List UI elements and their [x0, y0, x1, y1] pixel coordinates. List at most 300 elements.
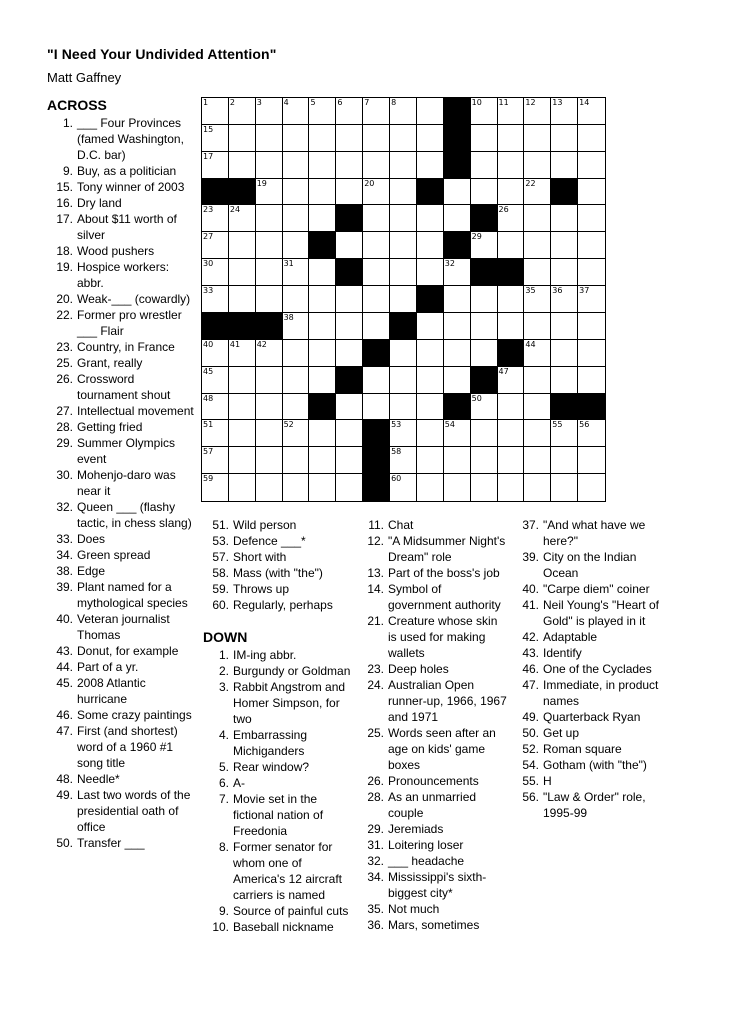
clue-text: Get up: [543, 726, 580, 740]
grid-cell[interactable]: [471, 313, 498, 340]
grid-cell[interactable]: [390, 179, 417, 206]
grid-cell[interactable]: [229, 420, 256, 447]
grid-cell[interactable]: [524, 259, 551, 286]
grid-cell[interactable]: [498, 98, 525, 125]
clue-number: 21.: [367, 614, 384, 628]
grid-cell[interactable]: [283, 152, 310, 179]
grid-cell[interactable]: [471, 125, 498, 152]
grid-cell[interactable]: [363, 152, 390, 179]
grid-cell[interactable]: [336, 125, 363, 152]
cell-number: 40: [203, 339, 214, 349]
grid-cell[interactable]: [444, 367, 471, 394]
grid-cell[interactable]: [283, 125, 310, 152]
clue-number: 41.: [522, 598, 539, 612]
clue-text: Wild person: [233, 518, 297, 532]
grid-cell[interactable]: [256, 232, 283, 259]
grid-cell[interactable]: [471, 340, 498, 367]
grid-cell[interactable]: [229, 98, 256, 125]
grid-cell[interactable]: [444, 179, 471, 206]
grid-cell[interactable]: [390, 98, 417, 125]
grid-cell[interactable]: [202, 447, 229, 474]
grid-cell[interactable]: [390, 152, 417, 179]
grid-cell[interactable]: [363, 313, 390, 340]
grid-cell[interactable]: [363, 394, 390, 421]
grid-cell[interactable]: [283, 394, 310, 421]
clue-text: Australian Open runner-up, 1966, 1967 and 1971: [388, 678, 507, 724]
clue-text: Roman square: [543, 742, 622, 756]
clue-text: Former pro wrestler ___ Flair: [77, 308, 182, 338]
grid-cell[interactable]: [390, 420, 417, 447]
clue-number: 36.: [367, 918, 384, 932]
grid-block: [444, 125, 471, 152]
grid-cell[interactable]: [256, 474, 283, 501]
grid-cell[interactable]: [444, 474, 471, 501]
grid-cell[interactable]: [363, 98, 390, 125]
grid-cell[interactable]: [363, 259, 390, 286]
grid-cell[interactable]: [202, 205, 229, 232]
clue-number: 19.: [56, 260, 73, 274]
grid-cell[interactable]: [551, 125, 578, 152]
grid-cell[interactable]: [417, 125, 444, 152]
clue-number: 34.: [56, 548, 73, 562]
clue-number: 47.: [56, 724, 73, 738]
clue-text: Creature whose skin is used for making wallets: [388, 614, 498, 660]
grid-cell[interactable]: [309, 152, 336, 179]
grid-cell[interactable]: [336, 420, 363, 447]
grid-cell[interactable]: [471, 98, 498, 125]
grid-cell[interactable]: [256, 179, 283, 206]
grid-cell[interactable]: [363, 205, 390, 232]
grid-cell[interactable]: [309, 474, 336, 501]
grid-cell[interactable]: [471, 474, 498, 501]
grid-cell[interactable]: [498, 232, 525, 259]
clue-text: Regularly, perhaps: [233, 598, 333, 612]
grid-cell[interactable]: [363, 179, 390, 206]
clue-number: 26.: [56, 372, 73, 386]
down-clue: [203, 919, 353, 935]
grid-cell[interactable]: [524, 179, 551, 206]
grid-cell[interactable]: [417, 340, 444, 367]
grid-cell[interactable]: [256, 259, 283, 286]
grid-cell[interactable]: [283, 205, 310, 232]
grid-cell[interactable]: [283, 447, 310, 474]
grid-cell[interactable]: [578, 125, 605, 152]
grid-cell[interactable]: [309, 340, 336, 367]
grid-cell[interactable]: [417, 259, 444, 286]
across-clues-column-2: [203, 517, 353, 935]
grid-block: [202, 313, 229, 340]
grid-cell[interactable]: [202, 340, 229, 367]
puzzle-title: "I Need Your Undivided Attention": [47, 46, 277, 62]
grid-cell[interactable]: [336, 474, 363, 501]
grid-cell[interactable]: [256, 340, 283, 367]
grid-cell[interactable]: [417, 367, 444, 394]
grid-cell[interactable]: [256, 125, 283, 152]
grid-block: [551, 394, 578, 421]
grid-cell[interactable]: [202, 286, 229, 313]
across-clue: [47, 787, 197, 835]
grid-cell[interactable]: [578, 447, 605, 474]
grid-cell[interactable]: [202, 125, 229, 152]
grid-cell[interactable]: [229, 125, 256, 152]
grid-cell[interactable]: [444, 340, 471, 367]
grid-cell[interactable]: [417, 394, 444, 421]
down-clue: [203, 727, 353, 759]
across-clue: [47, 195, 197, 211]
clue-text: As an unmarried couple: [388, 790, 477, 820]
across-clue: [47, 339, 197, 355]
down-clue: [358, 837, 508, 853]
cell-number: 6: [337, 98, 343, 107]
grid-cell[interactable]: [524, 367, 551, 394]
grid-cell[interactable]: [524, 394, 551, 421]
across-clue: [203, 581, 353, 597]
grid-cell[interactable]: [444, 286, 471, 313]
clue-text: Queen ___ (flashy tactic, in chess slang): [77, 500, 192, 530]
grid-cell[interactable]: [578, 259, 605, 286]
grid-cell[interactable]: [363, 232, 390, 259]
grid-cell[interactable]: [363, 286, 390, 313]
grid-cell[interactable]: [498, 152, 525, 179]
grid-cell[interactable]: [336, 152, 363, 179]
clue-number: 30.: [56, 468, 73, 482]
grid-cell[interactable]: [256, 152, 283, 179]
grid-cell[interactable]: [256, 394, 283, 421]
grid-block: [444, 152, 471, 179]
grid-cell[interactable]: [524, 205, 551, 232]
grid-cell[interactable]: [283, 474, 310, 501]
grid-cell[interactable]: [417, 420, 444, 447]
grid-cell[interactable]: [417, 474, 444, 501]
grid-block: [202, 179, 229, 206]
grid-cell[interactable]: [390, 259, 417, 286]
grid-cell[interactable]: [256, 98, 283, 125]
grid-cell[interactable]: [471, 286, 498, 313]
grid-cell[interactable]: [471, 420, 498, 447]
grid-block: [498, 259, 525, 286]
grid-block: [363, 340, 390, 367]
grid-cell[interactable]: [229, 474, 256, 501]
grid-cell[interactable]: [229, 232, 256, 259]
grid-cell[interactable]: [283, 340, 310, 367]
clue-text: Loitering loser: [388, 838, 464, 852]
cell-number: 43: [364, 339, 375, 349]
down-clue: [203, 647, 353, 663]
clue-text: Deep holes: [388, 662, 449, 676]
clue-text: Embarrassing Michiganders: [233, 728, 308, 758]
grid-cell[interactable]: [498, 125, 525, 152]
grid-cell[interactable]: [229, 340, 256, 367]
clue-text: Mass (with "the"): [233, 566, 323, 580]
clue-text: City on the Indian Ocean: [543, 550, 637, 580]
down-clue: [358, 901, 508, 917]
clue-text: Baseball nickname: [233, 920, 334, 934]
grid-cell[interactable]: [417, 152, 444, 179]
grid-cell[interactable]: [309, 447, 336, 474]
grid-cell[interactable]: [578, 313, 605, 340]
grid-cell[interactable]: [578, 286, 605, 313]
grid-cell[interactable]: [471, 394, 498, 421]
clue-number: 52.: [522, 742, 539, 756]
grid-cell[interactable]: [498, 474, 525, 501]
across-clue: [203, 533, 353, 549]
grid-cell[interactable]: [444, 313, 471, 340]
grid-cell[interactable]: [524, 152, 551, 179]
cell-number: 15: [203, 124, 214, 134]
clue-text: Rear window?: [233, 760, 310, 774]
grid-cell[interactable]: [202, 152, 229, 179]
grid-cell[interactable]: [336, 394, 363, 421]
grid-cell[interactable]: [336, 179, 363, 206]
grid-cell[interactable]: [309, 286, 336, 313]
clue-number: 31.: [367, 838, 384, 852]
grid-cell[interactable]: [256, 447, 283, 474]
grid-block: [551, 179, 578, 206]
grid-cell[interactable]: [417, 232, 444, 259]
grid-cell[interactable]: [551, 313, 578, 340]
grid-cell[interactable]: [202, 232, 229, 259]
clue-number: 50.: [56, 836, 73, 850]
grid-cell[interactable]: [256, 367, 283, 394]
grid-cell[interactable]: [309, 179, 336, 206]
clue-text: Jeremiads: [388, 822, 444, 836]
clue-number: 47.: [522, 678, 539, 692]
grid-cell[interactable]: [578, 340, 605, 367]
clue-number: 43.: [522, 646, 539, 660]
clue-text: ___ headache: [388, 854, 465, 868]
grid-cell[interactable]: [444, 205, 471, 232]
grid-cell[interactable]: [498, 179, 525, 206]
grid-cell[interactable]: [283, 367, 310, 394]
clue-text: Quarterback Ryan: [543, 710, 641, 724]
grid-cell[interactable]: [309, 420, 336, 447]
down-clue: [203, 679, 353, 727]
grid-cell[interactable]: [498, 286, 525, 313]
grid-cell[interactable]: [578, 232, 605, 259]
grid-cell[interactable]: [390, 367, 417, 394]
down-clue: [513, 741, 663, 757]
grid-cell[interactable]: [551, 98, 578, 125]
grid-cell[interactable]: [283, 313, 310, 340]
clue-number: 49.: [522, 710, 539, 724]
cell-number: 59: [203, 474, 214, 484]
grid-cell[interactable]: [336, 340, 363, 367]
clue-number: 1.: [62, 116, 73, 130]
grid-cell[interactable]: [551, 152, 578, 179]
grid-cell[interactable]: [283, 420, 310, 447]
grid-cell[interactable]: [309, 98, 336, 125]
grid-cell[interactable]: [551, 259, 578, 286]
grid-block: [363, 474, 390, 501]
grid-cell[interactable]: [551, 340, 578, 367]
grid-cell[interactable]: [390, 340, 417, 367]
grid-cell[interactable]: [524, 420, 551, 447]
grid-cell[interactable]: [390, 286, 417, 313]
cell-number: 17: [203, 151, 214, 161]
grid-cell[interactable]: [524, 232, 551, 259]
grid-cell[interactable]: [498, 313, 525, 340]
grid-cell[interactable]: [336, 447, 363, 474]
down-clue: [513, 773, 663, 789]
grid-cell[interactable]: [551, 205, 578, 232]
grid-cell[interactable]: [256, 420, 283, 447]
grid-cell[interactable]: [283, 179, 310, 206]
grid-cell[interactable]: [390, 394, 417, 421]
grid-cell[interactable]: [551, 286, 578, 313]
cell-number: 19: [256, 178, 267, 188]
grid-cell[interactable]: [256, 286, 283, 313]
clue-text: IM-ing abbr.: [233, 648, 297, 662]
down-clue: [358, 725, 508, 773]
across-clue: [47, 291, 197, 307]
grid-cell[interactable]: [363, 125, 390, 152]
grid-cell[interactable]: [444, 259, 471, 286]
grid-cell[interactable]: [283, 286, 310, 313]
clue-text: "And what have we here?": [543, 518, 646, 548]
clue-number: 4.: [218, 728, 229, 742]
grid-cell[interactable]: [498, 447, 525, 474]
down-clue: [203, 663, 353, 679]
cell-number: 36: [552, 286, 563, 296]
grid-cell[interactable]: [578, 179, 605, 206]
grid-cell[interactable]: [309, 205, 336, 232]
grid-cell[interactable]: [524, 340, 551, 367]
grid-cell[interactable]: [551, 232, 578, 259]
grid-cell[interactable]: [578, 420, 605, 447]
grid-cell[interactable]: [336, 232, 363, 259]
grid-cell[interactable]: [498, 420, 525, 447]
grid-cell[interactable]: [551, 447, 578, 474]
grid-cell[interactable]: [390, 474, 417, 501]
grid-cell[interactable]: [283, 98, 310, 125]
grid-cell[interactable]: [202, 394, 229, 421]
down-clue: [358, 517, 508, 533]
grid-cell[interactable]: [551, 420, 578, 447]
grid-block: [229, 179, 256, 206]
across-clue: [203, 549, 353, 565]
grid-block: [578, 394, 605, 421]
grid-cell[interactable]: [363, 367, 390, 394]
grid-cell[interactable]: [309, 259, 336, 286]
grid-cell[interactable]: [498, 205, 525, 232]
grid-cell[interactable]: [417, 205, 444, 232]
cell-number: 34: [417, 286, 429, 296]
grid-cell[interactable]: [390, 125, 417, 152]
down-clue: [358, 565, 508, 581]
grid-cell[interactable]: [309, 367, 336, 394]
grid-cell[interactable]: [471, 232, 498, 259]
grid-cell[interactable]: [417, 313, 444, 340]
grid-cell[interactable]: [229, 286, 256, 313]
grid-cell[interactable]: [309, 313, 336, 340]
grid-block: [498, 340, 525, 367]
grid-cell[interactable]: [471, 152, 498, 179]
across-clue: [47, 531, 197, 547]
grid-block: [444, 98, 471, 125]
cell-number: 3: [256, 98, 262, 107]
grid-cell[interactable]: [551, 367, 578, 394]
grid-cell[interactable]: [444, 447, 471, 474]
grid-cell[interactable]: [417, 98, 444, 125]
grid-cell[interactable]: [524, 313, 551, 340]
clue-text: Buy, as a politician: [77, 164, 177, 178]
cell-number: 32: [444, 259, 455, 269]
grid-block: [444, 232, 471, 259]
cell-number: 58: [391, 447, 402, 457]
grid-cell[interactable]: [202, 420, 229, 447]
grid-cell[interactable]: [578, 367, 605, 394]
grid-cell[interactable]: [390, 205, 417, 232]
grid-cell[interactable]: [578, 152, 605, 179]
grid-cell[interactable]: [283, 259, 310, 286]
grid-cell[interactable]: [524, 98, 551, 125]
clue-text: Last two words of the presidential oath of office: [77, 788, 191, 834]
across-clue: [47, 659, 197, 675]
grid-cell[interactable]: [229, 259, 256, 286]
grid-cell[interactable]: [202, 98, 229, 125]
grid-cell[interactable]: [524, 447, 551, 474]
down-clues-column-2: [513, 517, 663, 821]
clue-text: Identify: [543, 646, 582, 660]
grid-cell[interactable]: [524, 125, 551, 152]
grid-cell[interactable]: [229, 367, 256, 394]
puzzle-author: Matt Gaffney: [47, 70, 122, 85]
clue-number: 43.: [56, 644, 73, 658]
grid-cell[interactable]: [390, 447, 417, 474]
grid-cell[interactable]: [309, 125, 336, 152]
grid-cell[interactable]: [229, 205, 256, 232]
grid-cell[interactable]: [471, 447, 498, 474]
clue-text: Rabbit Angstrom and Homer Simpson, for two: [233, 680, 346, 726]
grid-cell[interactable]: [336, 286, 363, 313]
down-clue: [358, 581, 508, 613]
grid-cell[interactable]: [471, 179, 498, 206]
grid-cell[interactable]: [524, 474, 551, 501]
grid-cell[interactable]: [498, 367, 525, 394]
grid-cell[interactable]: [578, 205, 605, 232]
grid-cell[interactable]: [202, 474, 229, 501]
grid-cell[interactable]: [417, 447, 444, 474]
clue-text: Green spread: [77, 548, 151, 562]
grid-cell[interactable]: [229, 394, 256, 421]
clue-text: Adaptable: [543, 630, 598, 644]
clue-number: 12.: [367, 534, 384, 548]
grid-cell[interactable]: [578, 98, 605, 125]
grid-cell[interactable]: [229, 447, 256, 474]
grid-cell[interactable]: [551, 474, 578, 501]
grid-cell[interactable]: [229, 152, 256, 179]
grid-cell[interactable]: [444, 420, 471, 447]
grid-cell[interactable]: [283, 232, 310, 259]
clue-number: 51.: [212, 518, 229, 532]
clue-text: Source of painful cuts: [233, 904, 349, 918]
grid-cell[interactable]: [336, 313, 363, 340]
clue-number: 22.: [56, 308, 73, 322]
cell-number: 28: [310, 232, 321, 242]
grid-cell[interactable]: [578, 474, 605, 501]
grid-cell[interactable]: [390, 232, 417, 259]
grid-cell[interactable]: [524, 286, 551, 313]
down-clue: [203, 839, 353, 903]
clue-number: 54.: [522, 758, 539, 772]
down-clue: [513, 757, 663, 773]
grid-cell[interactable]: [256, 205, 283, 232]
grid-cell[interactable]: [336, 98, 363, 125]
grid-cell[interactable]: [202, 259, 229, 286]
grid-cell[interactable]: [498, 394, 525, 421]
grid-cell[interactable]: [202, 367, 229, 394]
across-clue: [47, 115, 197, 163]
